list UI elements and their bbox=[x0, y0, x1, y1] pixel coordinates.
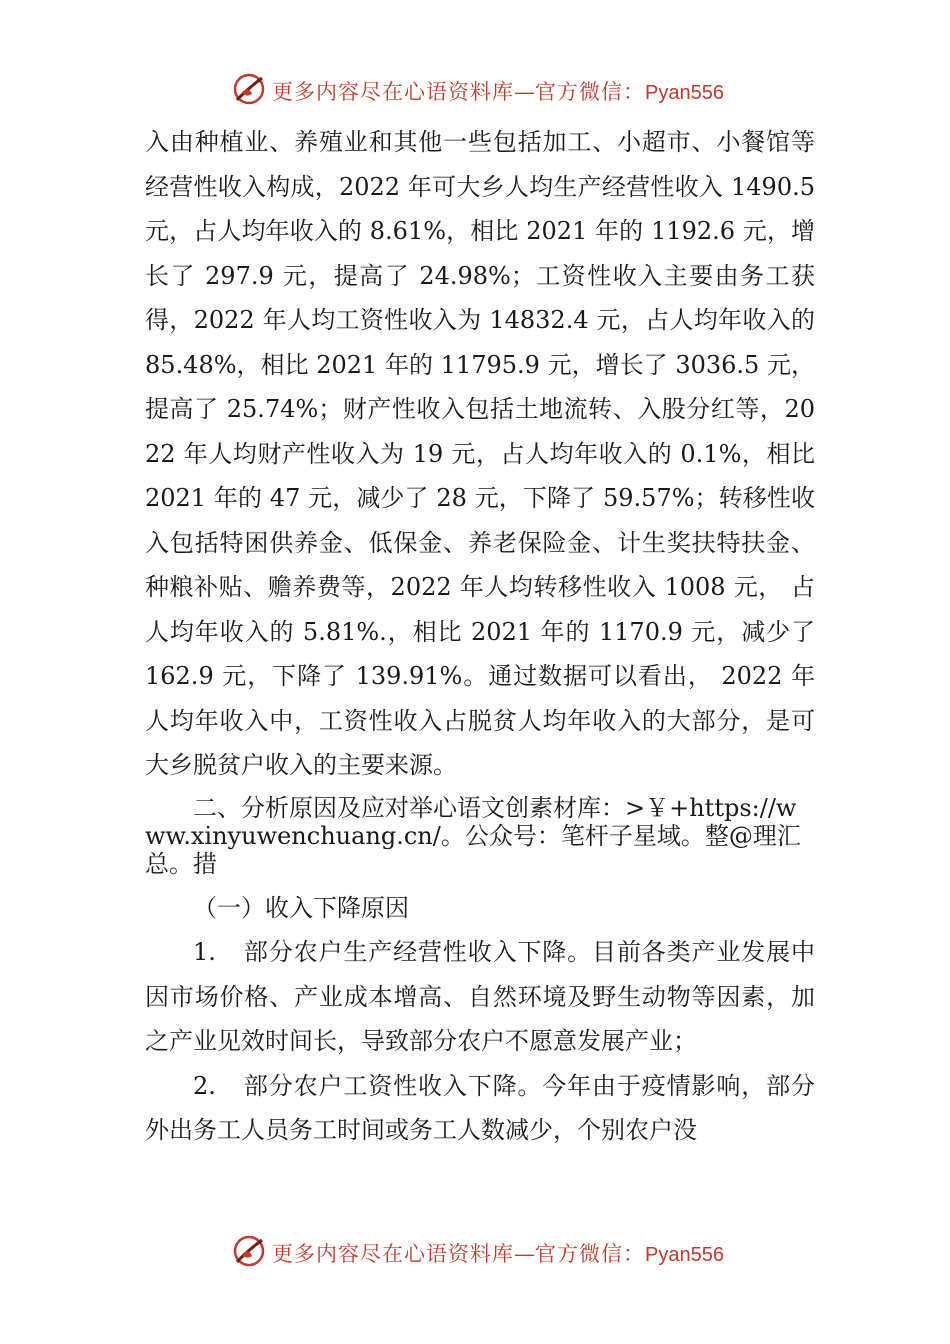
banner-wechat-label: 官方微信： bbox=[535, 1242, 645, 1266]
income-paragraph: 入由种植业、养殖业和其他一些包括加工、小超市、小餐馆等经营性收入构成，2022 年可大乡人均生产经营性收入 1490.5 元，占人均年收入的 8.61%，相比 2021 年的 1192.6 元，增长了 297.9 元，提高了 24.98%；工资性收入主要由务工获得，2022 年人均工资性收入为 14832.4 元，占人均年收入的 85.48%，相比 2021 年的 11795.9 元，增长了 3036.5 元，提高了 25.74%；财产性收入包括土地流转、入股分红等，2022 年人均财产性收入为 19 元，占人均年收入的 0.1%，相比 2021 年的 47 元，减少了 28 元，下降了 59.57%；转移性收入包括特困供养金、低保金、养老保险金、计生奖扶特扶金、种粮补贴、赡养费等，2022 年人均转移性收入 1008 元， 占人均年收入的 5.81%.，相比 2021 年的 1170.9 元，减少了 162.9 元，下降了 139.91%。通过数据可以看出， 2022 年人均年收入中，工资性收入占脱贫人均年收入的大部分，是可大乡脱贫户收入的主要来源。 bbox=[145, 128, 815, 779]
banner-text: 更多内容尽在心语资料库 bbox=[272, 1242, 514, 1266]
banner-wechat-label: 官方微信： bbox=[535, 80, 645, 104]
footer-watermark-banner bbox=[0, 1232, 950, 1272]
banner-dash: — bbox=[514, 1242, 535, 1266]
brush-logo-icon bbox=[232, 72, 266, 106]
banner-text: 更多内容尽在心语资料库 bbox=[272, 80, 514, 104]
subsection-heading: （一）收入下降原因 bbox=[193, 893, 409, 922]
banner-dash: — bbox=[514, 80, 535, 104]
brush-logo-icon bbox=[232, 1234, 266, 1268]
banner-wechat-id: Pyan556 bbox=[645, 82, 724, 104]
list-item-2 bbox=[145, 1064, 815, 1153]
document-body bbox=[145, 120, 815, 1153]
list-item-text: 部分农户工资性收入下降。今年由于疫情影响，部分外出务工人员务工时间或务工人数减少，个别农户没 bbox=[145, 1071, 815, 1144]
list-item-number: 1. bbox=[193, 938, 216, 966]
list-item-text: 部分农户生产经营性收入下降。目前各类产业发展中因市场价格、产业成本增高、自然环境及野生动物等因素，加之产业见效时间长，导致部分农户不愿意发展产业； bbox=[145, 938, 815, 1055]
list-item-1 bbox=[145, 930, 815, 1064]
list-item-number: 2. bbox=[193, 1071, 216, 1100]
header-watermark-banner bbox=[0, 70, 950, 110]
banner-wechat-id: Pyan556 bbox=[645, 1244, 724, 1266]
section-heading-2: 二、分析原因及应对举心语文创素材库：>￥+https://www.xinyuwenchuang.cn/。公众号：笔杆子星域。整@理汇总。措 bbox=[145, 793, 801, 878]
